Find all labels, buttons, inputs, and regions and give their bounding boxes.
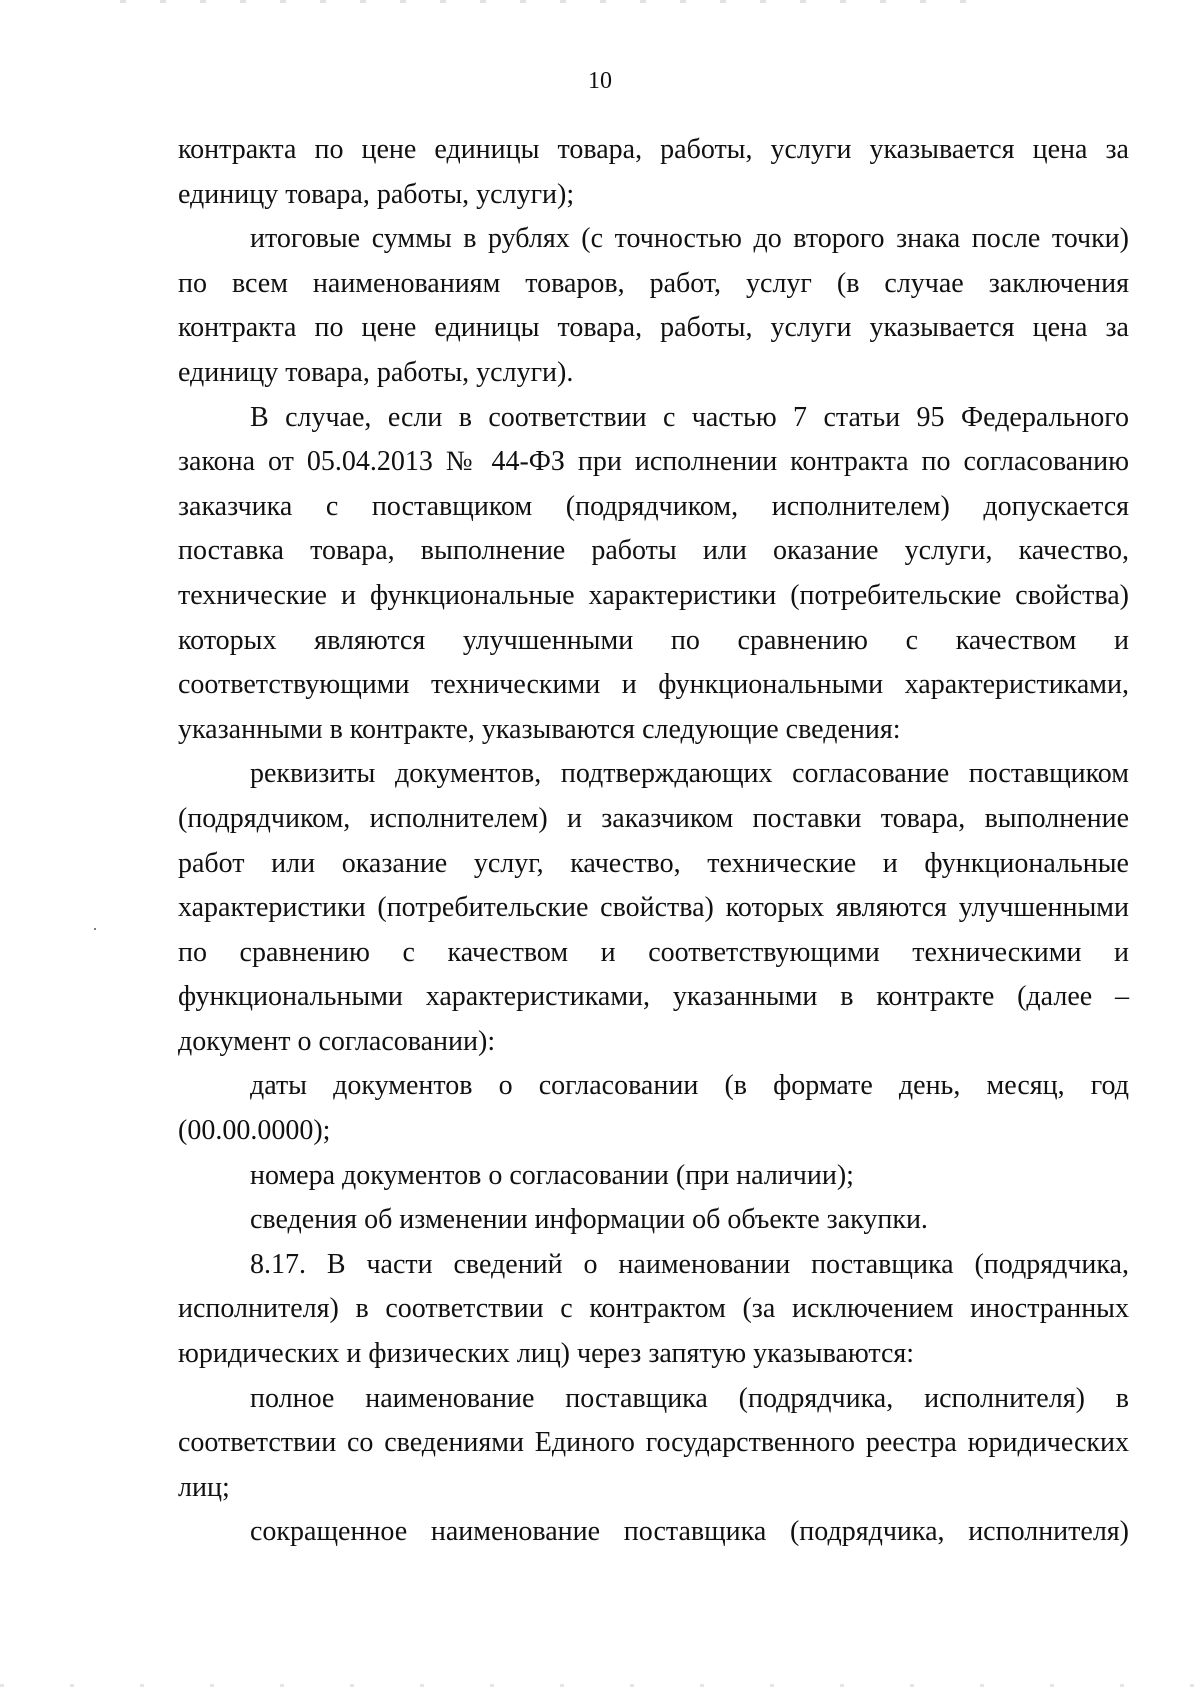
text-line: поставка товара, выполнение работы или оказание услуги, качество, (178, 535, 1129, 567)
text-line: даты документов о согласовании (в формате день, месяц, год (250, 1070, 1129, 1102)
text-line: закона от 05.04.2013 № 44-ФЗ при исполнении контракта по согласованию (178, 446, 1129, 478)
text-line: лиц; (178, 1471, 230, 1503)
text-line: В случае, если в соответствии с частью 7 статьи 95 Федерального (250, 401, 1129, 433)
document-body (178, 128, 1129, 1555)
text-line: заказчика с поставщиком (подрядчиком, исполнителем) допускается (178, 490, 1129, 522)
text-line: соответствии со сведениями Единого государственного реестра юридических (178, 1427, 1129, 1459)
text-line: сокращенное наименование поставщика (подрядчика, исполнителя) (250, 1516, 1129, 1548)
text-line: по всем наименованиям товаров, работ, услуг (в случае заключения (178, 267, 1129, 299)
text-line: итоговые суммы в рублях (с точностью до второго знака после точки) (250, 223, 1129, 255)
text-line: исполнителя) в соответствии с контрактом (за исключением иностранных (178, 1293, 1129, 1325)
text-line: полное наименование поставщика (подрядчика, исполнителя) в (250, 1382, 1129, 1414)
page-number: 10 (588, 68, 612, 94)
text-line: работ или оказание услуг, качество, технические и функциональные (178, 847, 1129, 879)
text-line: (00.00.0000); (178, 1115, 331, 1147)
text-line: контракта по цене единицы товара, работы, услуги указывается цена за (178, 312, 1129, 344)
text-line: (подрядчиком, исполнителем) и заказчиком поставки товара, выполнение (178, 802, 1129, 834)
text-line: реквизиты документов, подтверждающих согласование поставщиком (250, 758, 1129, 790)
text-line: характеристики (потребительские свойства) которых являются улучшенными (178, 892, 1129, 924)
scan-artifact-top (120, 0, 980, 3)
text-line: сведения об изменении информации об объекте закупки. (250, 1204, 928, 1236)
text-line: технические и функциональные характеристики (потребительские свойства) (178, 579, 1129, 611)
text-line: указанными в контракте, указываются следующие сведения: (178, 713, 901, 745)
scan-speck (94, 928, 96, 930)
text-line: номера документов о согласовании (при наличии); (250, 1159, 854, 1191)
text-line: документ о согласовании): (178, 1025, 496, 1057)
text-line: единицу товара, работы, услуги). (178, 356, 574, 388)
text-line: которых являются улучшенными по сравнению с качеством и (178, 624, 1129, 656)
text-line: функциональными характеристиками, указанными в контракте (далее – (178, 981, 1129, 1013)
text-line: юридических и физических лиц) через запятую указываются: (178, 1338, 915, 1370)
text-line: 8.17. В части сведений о наименовании поставщика (подрядчика, (250, 1248, 1129, 1280)
text-line: по сравнению с качеством и соответствующими техническими и (178, 936, 1129, 968)
text-line: контракта по цене единицы товара, работы, услуги указывается цена за (178, 134, 1129, 165)
scan-artifact-bottom (0, 1684, 1200, 1687)
text-line: соответствующими техническими и функциональными характеристиками, (178, 669, 1129, 701)
text-line: единицу товара, работы, услуги); (178, 178, 575, 210)
